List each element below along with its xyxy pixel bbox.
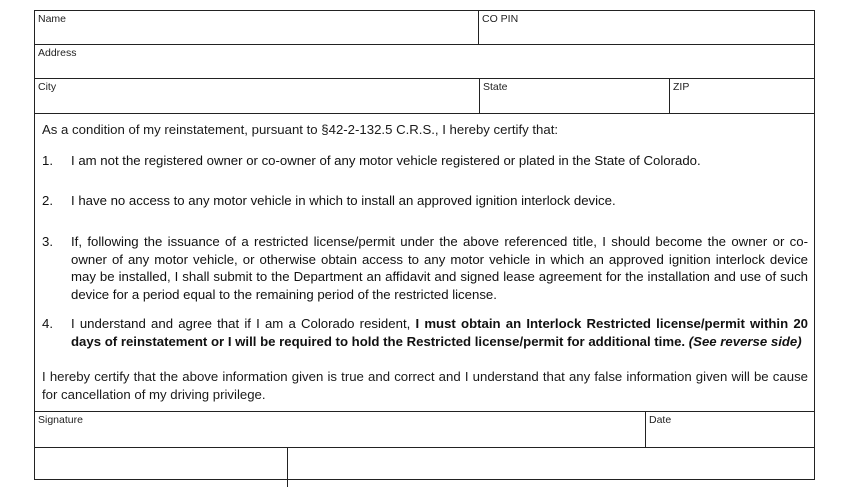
statement-item-3 — [42, 233, 808, 303]
item-number: 2. — [42, 193, 53, 208]
address-field[interactable] — [37, 61, 812, 76]
date-label: Date — [649, 414, 672, 426]
name-field[interactable] — [37, 27, 476, 42]
state-label: State — [483, 81, 508, 93]
date-cell[interactable] — [645, 412, 814, 447]
affidavit-form — [34, 10, 815, 480]
address-row — [35, 45, 814, 79]
state-cell[interactable] — [479, 79, 670, 113]
item-text: If, following the issuance of a restricted license/permit under the above referenced title, I should become the owner or co-owner of any motor vehicle, or otherwise obtain access to any motor vehicle in which an approved ignition interlock device may be installed, I shall submit to the Department an affidavit and signed lease agreement for the installation and use of such device for a period equal to the remaining period of the restricted license. — [71, 234, 808, 302]
item-number: 1. — [42, 153, 53, 168]
statement-item-4 — [42, 315, 808, 350]
copin-label: CO PIN — [482, 13, 519, 25]
address-label: Address — [38, 47, 77, 59]
zip-label: ZIP — [673, 81, 690, 93]
city-row — [35, 79, 814, 114]
bottom-left-cell[interactable] — [35, 447, 287, 487]
item-text: I am not the registered owner or co-owner of any motor vehicle registered or plated in the State of Colorado. — [71, 153, 701, 168]
city-field[interactable] — [37, 95, 477, 111]
bottom-right-cell[interactable] — [287, 447, 814, 487]
date-field[interactable] — [648, 428, 812, 445]
item-text-plain: I understand and agree that if I am a Colorado resident, — [71, 316, 416, 331]
statement-item-1 — [42, 152, 808, 170]
signature-label: Signature — [38, 414, 83, 426]
city-label: City — [38, 81, 57, 93]
statement-intro: As a condition of my reinstatement, pursuant to §42-2-132.5 C.R.S., I hereby certify that: — [42, 122, 559, 137]
item-text-bold-italic: (See reverse side) — [688, 333, 802, 349]
item-number: 3. — [42, 234, 53, 249]
name-cell[interactable] — [35, 11, 478, 44]
item-text: I have no access to any motor vehicle in which to install an approved ignition interlock device. — [71, 193, 616, 208]
statement-item-2 — [42, 192, 808, 210]
state-field[interactable] — [482, 95, 668, 111]
copin-field[interactable] — [481, 27, 812, 42]
signature-cell[interactable] — [35, 412, 645, 447]
address-cell[interactable] — [35, 45, 814, 78]
item-number: 4. — [42, 316, 53, 331]
zip-cell[interactable] — [669, 79, 814, 113]
item-text — [71, 315, 808, 350]
signature-field[interactable] — [37, 428, 643, 445]
city-cell[interactable] — [35, 79, 479, 113]
item-text-bold: I must obtain an Interlock Restricted license/permit within 20 days of reinstatement or I will be required to hold the Restricted license/permit for additional time. — [71, 316, 808, 349]
zip-field[interactable] — [672, 95, 812, 111]
name-label: Name — [38, 13, 67, 25]
certification-text: I hereby certify that the above information given is true and correct and I understand that any false information given will be cause for cancellation of my driving privilege. — [42, 369, 808, 402]
name-row — [35, 11, 814, 45]
bottom-row — [35, 447, 814, 487]
signature-row — [35, 411, 814, 448]
copin-cell[interactable] — [478, 11, 814, 44]
